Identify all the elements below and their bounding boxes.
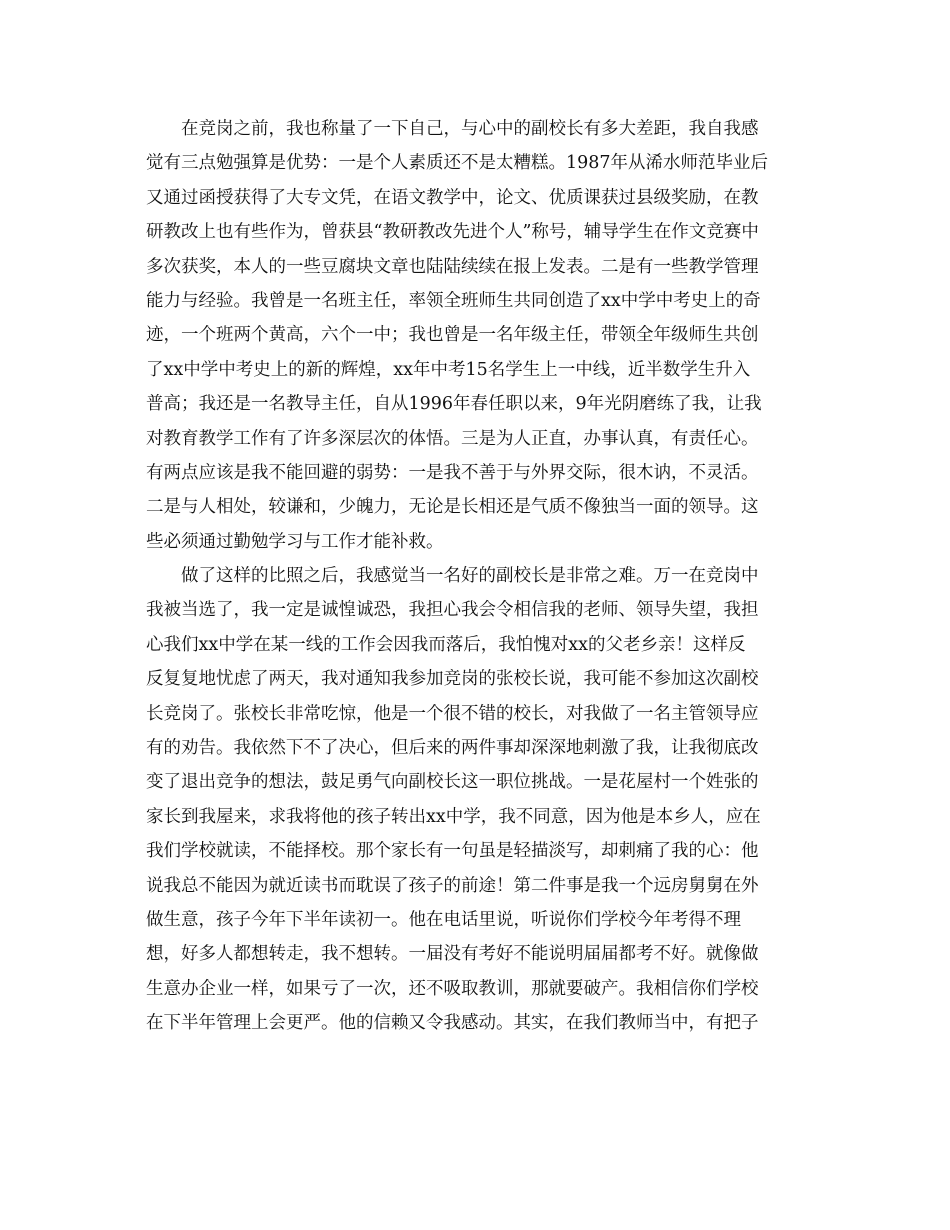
text-line: 觉有三点勉强算是优势：一是个人素质还不是太糟糕。1987年从浠水师范毕业后 [146,153,769,174]
text-line: 我们学校就读，不能择校。那个家长有一句虽是轻描淡写，却刺痛了我的心：他 [146,841,759,862]
text-line: 些必须通过勤勉学习与工作才能补救。 [146,531,444,552]
text-line: 长竞岗了。张校长非常吃惊，他是一个很不错的校长，对我做了一名主管领导应 [146,703,759,724]
text-line: 在下半年管理上会更严。他的信赖又令我感动。其实，在我们教师当中，有把子 [146,1013,759,1034]
text-line: 在竞岗之前，我也称量了一下自己，与心中的副校长有多大差距，我自我感 [146,119,759,139]
text-line: 研教改上也有些作为，曾获县“教研教改先进个人”称号，辅导学生在作文竞赛中 [146,222,759,243]
text-line: 了xx中学中考史上的新的辉煌，xx年中考15名学生上一中线，近半数学生升入 [146,359,751,380]
text-line: 二是与人相处，较谦和，少魄力，无论是长相还是气质不像独当一面的领导。这 [146,497,759,518]
text-line: 家长到我屋来，求我将他的孩子转出xx中学，我不同意，因为他是本乡人，应在 [146,806,761,827]
text-line: 心我们xx中学在某一线的工作会因我而落后，我怕愧对xx的父老乡亲！这样反 [146,634,746,655]
text-line: 能力与经验。我曾是一名班主任，率领全班师生共同创造了xx中学中考史上的奇 [146,290,761,311]
text-line: 做了这样的比照之后，我感觉当一名好的副校长是非常之难。万一在竞岗中 [146,566,759,587]
text-line: 对教育教学工作有了许多深层次的体悟。三是为人正直，办事认真，有责任心。 [146,428,759,449]
text-line: 说我总不能因为就近读书而耽误了孩子的前途！第二件事是我一个远房舅舅在外 [146,875,759,896]
text-line: 反复复地忧虑了两天，我对通知我参加竞岗的张校长说，我可能不参加这次副校 [146,669,759,690]
text-line: 我被当选了，我一定是诚惶诚恐，我担心我会令相信我的老师、领导失望，我担 [146,600,759,621]
text-line: 又通过函授获得了大专文凭，在语文教学中，论文、优质课获过县级奖励，在教 [146,187,759,208]
body-text [146,112,816,1041]
text-line: 变了退出竞争的想法，鼓足勇气向副校长这一职位挑战。一是花屋村一个姓张的 [146,772,759,793]
text-line: 普高；我还是一名教导主任，自从1996年春任职以来，9年光阴磨练了我，让我 [146,394,762,415]
text-line: 有的劝告。我依然下不了决心，但后来的两件事却深深地刺激了我，让我彻底改 [146,738,759,759]
text-line: 有两点应该是我不能回避的弱势：一是我不善于与外界交际，很木讷，不灵活。 [146,462,759,483]
text-line: 多次获奖，本人的一些豆腐块文章也陆陆续续在报上发表。二是有一些教学管理 [146,256,759,277]
text-line: 想，好多人都想转走，我不想转。一届没有考好不能说明届届都考不好。就像做 [146,944,759,965]
text-line: 生意办企业一样，如果亏了一次，还不吸取教训，那就要破产。我相信你们学校 [146,978,759,999]
text-line: 做生意，孩子今年下半年读初一。他在电话里说，听说你们学校今年考得不理 [146,909,741,930]
text-line: 迹，一个班两个黄高，六个一中；我也曾是一名年级主任，带领全年级师生共创 [146,325,759,346]
